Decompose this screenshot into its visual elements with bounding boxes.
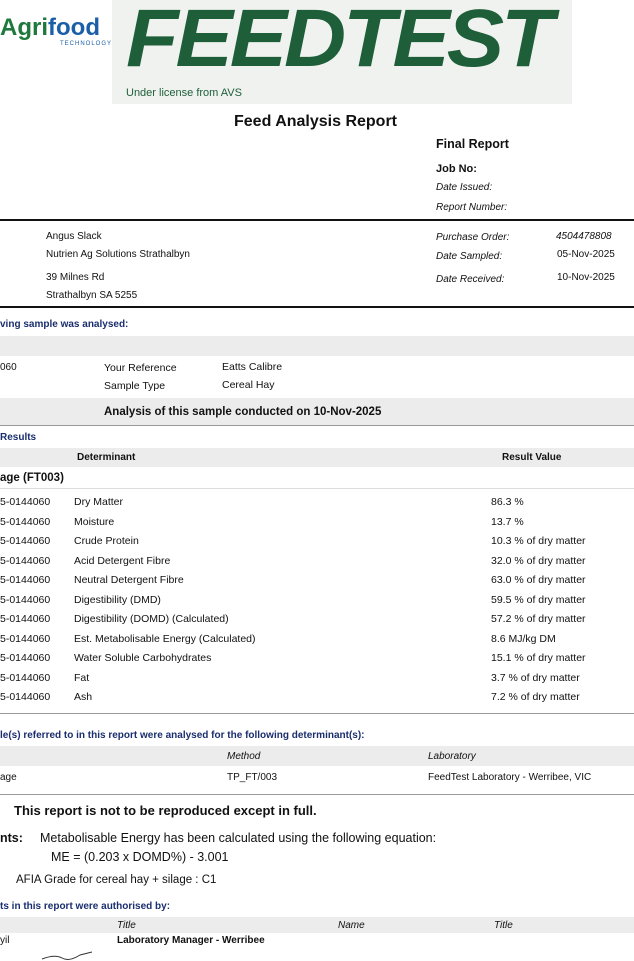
results-group: age (FT003)	[0, 472, 64, 484]
agrifood-logo-prefix: Agri	[0, 14, 48, 41]
row-determinant: Water Soluble Carbohydrates	[74, 652, 212, 664]
sample-header-bar	[0, 336, 634, 356]
table-row	[0, 513, 634, 532]
job-no-label: Job No:	[436, 163, 477, 175]
purchase-order-label: Purchase Order:	[436, 232, 510, 243]
row-result-value: 7.2 % of dry matter	[491, 691, 580, 703]
methods-row-laboratory: FeedTest Laboratory - Werribee, VIC	[428, 772, 592, 783]
row-sample-id: 5-0144060	[0, 496, 51, 508]
table-row	[0, 669, 634, 688]
methods-divider	[0, 794, 634, 795]
row-result-value: 8.6 MJ/kg DM	[491, 632, 556, 645]
row-result-value: 15.1 % of dry matter	[491, 652, 586, 664]
client-company: Nutrien Ag Solutions Strathalbyn	[46, 249, 190, 260]
client-town: Strathalbyn SA 5255	[46, 290, 138, 301]
row-result-value: 57.2 % of dry matter	[491, 613, 586, 625]
agrifood-logo-suffix: food	[48, 14, 100, 41]
methods-section-title: le(s) referred to in this report were analysed for the following determinant(s):	[0, 730, 365, 741]
row-sample-id: 5-0144060	[0, 593, 51, 606]
row-determinant: Est. Metabolisable Energy (Calculated)	[74, 632, 256, 645]
client-street: 39 Milnes Rd	[46, 272, 105, 283]
row-result-value: 63.0 % of dry matter	[491, 574, 586, 586]
purchase-order-value: 4504478808	[556, 231, 612, 242]
page-title: Feed Analysis Report	[234, 113, 398, 130]
sample-id: 060	[0, 362, 17, 373]
row-result-value: 59.5 % of dry matter	[491, 593, 586, 606]
row-sample-id: 5-0144060	[0, 554, 51, 567]
reproduce-notice: This report is not to be reproduced except in full.	[14, 803, 317, 818]
auth-name: yil	[0, 935, 10, 946]
group-divider	[0, 488, 634, 489]
row-result-value: 32.0 % of dry matter	[491, 554, 586, 567]
date-received-value: 10-Nov-2025	[557, 272, 615, 283]
sample-section-title: ving sample was analysed:	[0, 319, 129, 330]
row-determinant: Digestibility (DOMD) (Calculated)	[74, 613, 229, 625]
table-row	[0, 552, 634, 571]
banner-divider	[0, 425, 634, 426]
row-determinant: Dry Matter	[74, 496, 124, 508]
date-sampled-value: 05-Nov-2025	[557, 249, 615, 260]
table-row	[0, 493, 634, 512]
row-determinant: Moisture	[74, 515, 115, 528]
row-result-value: 13.7 %	[491, 515, 524, 528]
row-sample-id: 5-0144060	[0, 652, 51, 664]
client-divider	[0, 306, 634, 308]
client-name: Angus Slack	[46, 231, 102, 242]
comment-line-1: Metabolisable Energy has been calculated using the following equation:	[40, 831, 437, 845]
row-result-value: 10.3 % of dry matter	[491, 535, 586, 547]
report-status: Final Report	[436, 137, 509, 151]
auth-col-title-2: Title	[494, 920, 513, 931]
row-sample-id: 5-0144060	[0, 535, 51, 547]
methods-row-method: TP_FT/003	[227, 772, 278, 783]
row-sample-id: 5-0144060	[0, 613, 51, 625]
methods-header-bar	[0, 746, 634, 766]
row-determinant: Ash	[74, 691, 93, 703]
table-row	[0, 610, 634, 629]
row-determinant: Acid Detergent Fibre	[74, 554, 171, 567]
header-divider	[0, 219, 634, 221]
row-result-value: 86.3 %	[491, 496, 524, 508]
col-determinant: Determinant	[77, 452, 136, 463]
your-reference-value: Eatts Calibre	[222, 361, 283, 373]
auth-title: Laboratory Manager - Werribee	[117, 935, 265, 946]
row-determinant: Fat	[74, 671, 90, 684]
comments-label: nts:	[0, 831, 23, 845]
analysis-banner: Analysis of this sample conducted on 10-Nov-2025	[104, 406, 382, 418]
row-sample-id: 5-0144060	[0, 632, 51, 645]
row-determinant: Digestibility (DMD)	[74, 593, 161, 606]
table-row	[0, 630, 634, 649]
row-result-value: 3.7 % of dry matter	[491, 671, 580, 684]
table-row	[0, 532, 634, 551]
sample-type-value: Cereal Hay	[222, 379, 275, 391]
license-text: Under license from AVS	[126, 87, 242, 99]
methods-row-label: age	[0, 772, 17, 783]
col-laboratory: Laboratory	[428, 751, 476, 762]
auth-section-title: ts in this report were authorised by:	[0, 901, 171, 912]
feedtest-logo: FEEDTEST	[126, 0, 551, 84]
grade-note: AFIA Grade for cereal hay + silage : C1	[16, 874, 217, 886]
row-determinant: Crude Protein	[74, 535, 139, 547]
row-sample-id: 5-0144060	[0, 574, 51, 586]
row-determinant: Neutral Detergent Fibre	[74, 574, 184, 586]
table-row	[0, 571, 634, 590]
date-issued-label: Date Issued:	[436, 182, 493, 193]
signature-mark	[40, 950, 100, 961]
your-reference-label: Your Reference	[104, 362, 177, 374]
agrifood-logo-subtitle: TECHNOLOGY	[60, 41, 113, 47]
date-received-label: Date Received:	[436, 274, 505, 285]
sample-type-label: Sample Type	[104, 380, 166, 392]
auth-header-bar	[0, 917, 634, 933]
comment-line-2: ME = (0.203 x DOMD%) - 3.001	[51, 850, 229, 864]
table-row	[0, 688, 634, 707]
row-sample-id: 5-0144060	[0, 515, 51, 528]
report-number-label: Report Number:	[436, 202, 508, 213]
row-sample-id: 5-0144060	[0, 691, 51, 703]
auth-col-name: Name	[338, 920, 365, 931]
table-row	[0, 591, 634, 610]
col-method: Method	[227, 751, 261, 762]
row-sample-id: 5-0144060	[0, 671, 51, 684]
results-divider	[0, 713, 634, 714]
agrifood-logo	[0, 14, 113, 47]
auth-col-title-1: Title	[117, 920, 136, 931]
date-sampled-label: Date Sampled:	[436, 251, 503, 262]
results-section-title: Results	[0, 432, 37, 443]
col-result-value: Result Value	[502, 452, 562, 463]
table-row	[0, 649, 634, 668]
